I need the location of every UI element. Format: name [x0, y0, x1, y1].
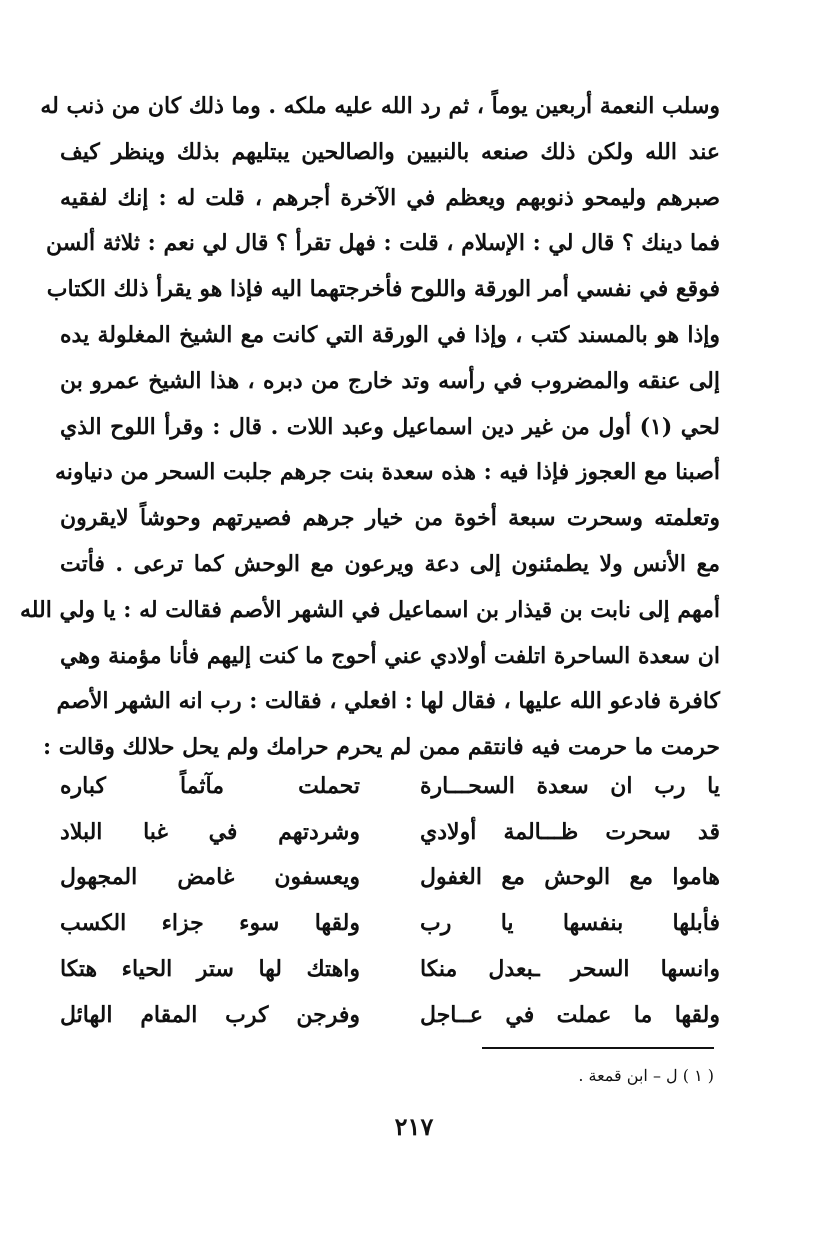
- verse-word: المقام: [140, 1001, 198, 1028]
- poem-block: [60, 763, 720, 1038]
- poem-verse: [60, 809, 720, 855]
- text-line: أصبنا مع العجوز فإذا فيه : هذه سعدة بنت جرهم جلبت السحر من دنياونه: [54, 459, 720, 486]
- verse-word: سحرت: [605, 818, 671, 845]
- verse-word: هاموا: [672, 864, 720, 891]
- verse-word: ستر: [196, 956, 234, 983]
- verse-first-hemistich: [420, 864, 720, 890]
- verse-word: في: [505, 1001, 535, 1028]
- verse-word: سوء: [239, 910, 280, 937]
- verse-second-hemistich: [60, 864, 360, 890]
- verse-word: الهائل: [60, 1001, 113, 1028]
- poem-verse: [60, 946, 720, 992]
- verse-word: ـبعدل: [488, 956, 540, 983]
- verse-word: فأبلها: [672, 910, 720, 937]
- verse-word: تحملت: [298, 772, 360, 799]
- poem-verse: [60, 763, 720, 809]
- verse-word: الغفول: [420, 864, 482, 891]
- verse-first-hemistich: [420, 819, 720, 845]
- text-line: إلى عنقه والمضروب في رأسه وتد خارج من دبره ، هذا الشيخ عمرو بن: [60, 367, 720, 394]
- verse-word: السحر: [570, 956, 630, 983]
- verse-first-hemistich: [420, 910, 720, 936]
- verse-word: رب: [420, 910, 452, 937]
- text-line: لحي (١) أول من غير دين اسماعيل وعبد اللات . قال : وقرأ اللوح الذي: [60, 413, 720, 440]
- verse-word: رب: [654, 772, 686, 799]
- verse-word: بنفسها: [562, 910, 624, 937]
- verse-word: مع: [629, 864, 654, 891]
- verse-second-hemistich: [60, 956, 360, 982]
- verse-word: الكسب: [60, 910, 127, 937]
- verse-word: يا: [500, 910, 514, 937]
- verse-word: غبا: [143, 818, 168, 845]
- text-line: عند الله ولكن ذلك صنعه بالنبيين والصالحين يبتليهم بذلك وينظر كيف: [60, 138, 720, 165]
- text-line: وتعلمته وسحرت سبعة أخوة من خيار جرهم فصيرتهم وحوشاً لايقرون: [60, 505, 720, 532]
- verse-word: جزاء: [161, 910, 204, 937]
- verse-second-hemistich: [60, 819, 360, 845]
- text-line: مع الأنس ولا يطمئنون إلى دعة ويرعون مع الوحش كما ترعى . فأتت: [60, 550, 720, 577]
- footnote-divider: [482, 1047, 714, 1049]
- text-line: وسلب النعمة أربعين يوماً ، ثم رد الله عليه ملكه . وما ذلك كان من ذنب له: [40, 93, 720, 119]
- verse-word: ويعسفون: [274, 864, 360, 891]
- poem-verse: [60, 900, 720, 946]
- verse-word: كرب: [225, 1001, 269, 1028]
- verse-word: أولادي: [420, 818, 477, 845]
- verse-word: ما: [633, 1001, 653, 1028]
- verse-word: سعدة: [536, 772, 589, 799]
- verse-word: عملت: [556, 1001, 612, 1028]
- verse-second-hemistich: [60, 910, 360, 936]
- verse-word: السحـــارة: [420, 772, 515, 799]
- verse-word: منكا: [420, 956, 458, 983]
- verse-word: وفرجن: [296, 1001, 360, 1028]
- verse-word: وشردتهم: [278, 818, 360, 845]
- verse-word: قد: [697, 818, 720, 845]
- text-line: ان سعدة الساحرة اتلفت أولادي عني أحوج ما كنت إليهم فأنا مؤمنة وهي: [59, 642, 720, 669]
- verse-word: في: [208, 818, 238, 845]
- verse-word: الحياء: [121, 956, 173, 983]
- verse-word: الوحش: [544, 864, 611, 891]
- text-line: فما دينك ؟ قال لي : الإسلام ، قلت : فهل تقرأ ؟ قال لي نعم : ثلاثة ألسن: [45, 230, 720, 257]
- verse-second-hemistich: [60, 1002, 360, 1028]
- text-line: كافرة فادعو الله عليها ، فقال لها : افعلي ، فقالت : رب انه الشهر الأصم: [56, 688, 720, 715]
- text-line: أمهم إلى نابت بن قيذار بن اسماعيل في الشهر الأصم فقالت له : يا ولي الله: [19, 596, 720, 623]
- text-line: وإذا هو بالمسند كتب ، وإذا في الورقة التي كانت مع الشيخ المغلولة يده: [60, 321, 720, 348]
- verse-word: ان: [610, 772, 633, 799]
- verse-word: ولقها: [674, 1001, 720, 1028]
- footnote: ( ١ ) ل – ابن قمعة .: [578, 1066, 714, 1085]
- page-number: ٢١٧: [394, 1112, 434, 1141]
- verse-word: غامض: [177, 864, 235, 891]
- verse-word: المجهول: [60, 864, 138, 891]
- verse-word: هتكا: [60, 956, 98, 983]
- poem-verse: [60, 855, 720, 901]
- text-line: حرمت ما حرمت فيه فانتقم ممن لم يحرم حرامك ولم يحل حلالك وقالت :: [42, 734, 720, 761]
- verse-first-hemistich: [420, 773, 720, 799]
- verse-word: يا: [707, 772, 720, 799]
- verse-word: مع: [501, 864, 525, 891]
- poem-verse: [60, 992, 720, 1038]
- verse-first-hemistich: [420, 1002, 720, 1028]
- verse-first-hemistich: [420, 956, 720, 982]
- verse-word: كباره: [60, 772, 106, 799]
- verse-second-hemistich: [60, 773, 360, 799]
- verse-word: ولقها: [314, 910, 360, 937]
- verse-word: لها: [258, 956, 282, 983]
- text-line: صبرهم وليمحو ذنوبهم ويعظم في الآخرة أجرهم ، قلت له : إنك لفقيه: [60, 184, 720, 211]
- verse-word: ظـــالمة: [503, 818, 579, 845]
- verse-word: مآثماً: [180, 772, 225, 799]
- text-line: فوقع في نفسي أمر الورقة واللوح فأخرجتهما اليه فإذا هو يقرأ ذلك الكتاب: [46, 276, 720, 303]
- verse-word: عــاجل: [420, 1001, 484, 1028]
- verse-word: واهتك: [306, 956, 360, 983]
- verse-word: وانسها: [660, 956, 720, 983]
- verse-word: البلاد: [60, 818, 103, 845]
- prose-block: [19, 84, 720, 771]
